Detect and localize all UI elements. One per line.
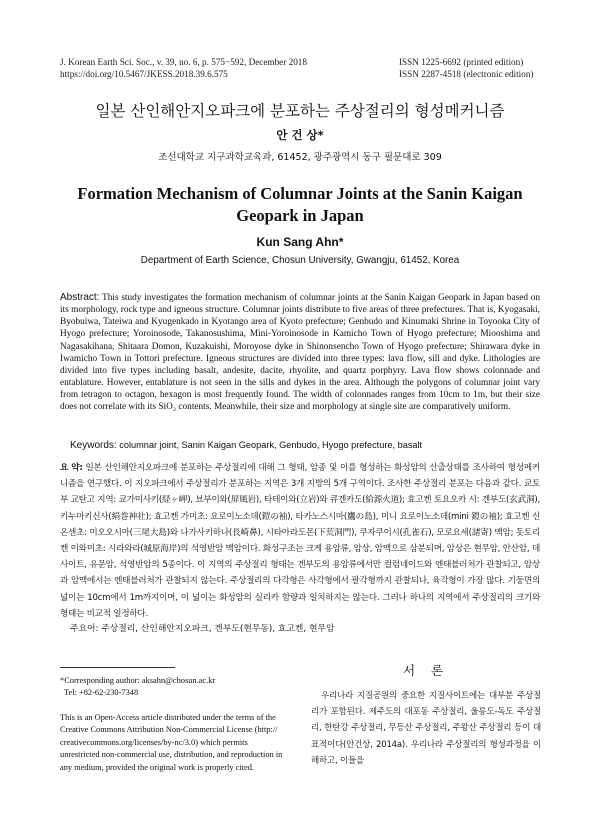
doi-link[interactable]: https://doi.org/10.5467/JKESS.2018.39.6.575 [60, 69, 228, 79]
introduction-text: 우리나라 지질공원의 중요한 지질사이트에는 대부분 주상절리가 포함된다. 제주도의 대포동 주상절리, 울릉도-독도 주상절리, 한탄강 주상절리, 무등산 주상절리, 주왕산 주상절리 등이 대표적이다(안건상, 2014a). 우리나라 주상절리의 형성과정을 이해하고, 이들을 [311, 691, 541, 766]
corresponding-author: *Corresponding author: aksahn@chosun.ac.kr [60, 676, 216, 685]
introduction-paragraph [311, 688, 541, 769]
journal-citation: J. Korean Earth Sci. Soc., v. 39, no. 6, p. 575−592, December 2018 [60, 57, 307, 67]
abstract-label: Abstract: [60, 292, 100, 303]
keywords-text: columnar joint, Sanin Kaigan Geopark, Genbudo, Hyogo prefecture, basalt [119, 440, 423, 450]
license-notice: This is an Open-Access article distributed under the terms of the Creative Commons Attribution Non-Commercial License (http:// creativecommons.org/licenses/by-nc/3.0) which permits unrestricted non-commercial use, distribution, and reproduction in any medium, provided the original work is properly cited. [60, 713, 283, 772]
footnote-divider [60, 667, 175, 668]
keywords-korean-text: 주상절리, 산인해안지오파크, 겐부도(현무동), 효고켄, 현무암 [101, 624, 335, 634]
journal-header-left [60, 56, 307, 80]
title-english: Formation Mechanism of Columnar Joints at the Sanin Kaigan Geopark in Japan [77, 184, 523, 225]
keywords-korean [70, 621, 540, 634]
author-phone: Tel: +82-62-230-7348 [64, 688, 139, 697]
abstract-korean [60, 460, 540, 622]
footnote [60, 675, 285, 699]
section-heading-introduction: 서 론 [402, 663, 450, 678]
abstract-korean-label: 요 약: [60, 463, 83, 473]
affiliation-english: Department of Earth Science, Chosun University, Gwangju, 61452, Korea [140, 255, 460, 266]
keywords-english [70, 440, 540, 451]
abstract-text: This study investigates the formation mechanism of columnar joints at the Sanin Kaigan Geopark in Japan based on its morphology, rock type and igneous structure. Columnar joints distribute to five areas of three prefectures. That is, Kyogasaki, Byobuiwa, Tateiwa and Kyugenkado in Kyotango area of Kyoto prefecture; Genbudo and Kinumaki Shrine in Toyooka City of Hyogo prefecture; Yoroinosode, Takanosushima, Mini-Yoroinosode in Kamicho Town of Hyogo prefecture; Miooshima and Nagasakihana, Shitaara Domon, Kuzakuishi, Moroyose dyke in Shinonsencho Town of Hyogo prefecture; Shirawara dyke in Iwamicho Town in Tottori prefecture. Igneous structures are divided into three types: lava flow, sill and dyke. Lithologies are divided into five types including basalt, andesite, dacite, rhyolite, and quartz porphyry. Lava flow shows colonnade and entablature. However, entablature is not seen in the sills and dykes in the area. Although the polygons of columnar joint vary from tetragon to octagon, hexagon is most frequently found. The width of colonnades ranges from 10cm to 1m, but their size does not correlate with its SiO₂ contents. Meanwhile, their size and morphology at single site are comparatively uniform. [60, 293, 541, 413]
issn-print: ISSN 1225-6692 (printed edition) [399, 57, 524, 67]
abstract-korean-text: 일본 산인해안지오파크에 분포하는 주상절리에 대해 그 형태, 암종 및 이를 형성하는 화성암의 산출상태를 조사하여 형성메커니즘을 연구했다. 이 지오파크에서 주상절리가 분포하는 지역은 3개 지방의 5개 구역이다. 조사한 주상절리 분포는 다음과 같다. 쿄토부 교탄고 지역: 쿄가미사키(経ヶ岬), 뵤부이와(屏風岩), 타테이와(立岩)와 큐겐카도(給源火道); 효고켄 토요오카 시: 겐부도(玄武洞), 키누마키신사(絹巻神社); 효고켄 가미초: 요로이노소데(鎧の袖), 타카노스시마(鷹の島), 미니 요로이노소데(mini 鎧の袖); 효고켄 신온센초: 미오오시마(三尾大島)와 나가사키하나(長崎鼻), 시타아라도몬(下荒洞門), 쿠자쿠이시(孔雀石), 모로요세(諸寄) 맥암; 돗토리켄 이와미초: 시라와라(城原海岸)의 석영반암 맥암이다. 화성구조는 크게 용암류, 암상, 암맥으로 삼분되며, 암상은 현무암, 안산암, 데사이트, 유문암, 석영반암의 5종이다. 이 지역의 주상절리 형태는 겐부도의 용암류에서만 컬럼네이드와 엔태블러처가 관찰되고, 암상과 암맥에서는 엔태블러처가 관찰되지 않는다. 주상절리의 다각형은 사각형에서 팔각형까지 관찰되나, 육각형이 가장 많다. 기둥면의 넓이는 10cm에서 1m까지이며, 이 넓이는 화성암의 실리카 함량과 일치하지는 않는다. 그러나 하나의 지역에서 주상절리의 크기와 형태는 비교적 일정하다. [60, 463, 540, 619]
affiliation-korean: 조선대학교 지구과학교육과, 61452, 광주광역시 동구 필문대로 309 [158, 152, 442, 163]
keywords-korean-label: 주요어: [70, 624, 99, 634]
author-english: Kun Sang Ahn* [256, 235, 344, 249]
keywords-label: Keywords: [70, 440, 117, 451]
title-korean: 일본 산인해안지오파크에 분포하는 주상절리의 형성메커니즘 [95, 102, 505, 120]
author-korean: 안 건 상* [276, 128, 324, 142]
issn-electronic: ISSN 2287-4518 (electronic edition) [399, 69, 534, 79]
abstract-english [60, 292, 540, 414]
journal-header-right [399, 56, 533, 80]
